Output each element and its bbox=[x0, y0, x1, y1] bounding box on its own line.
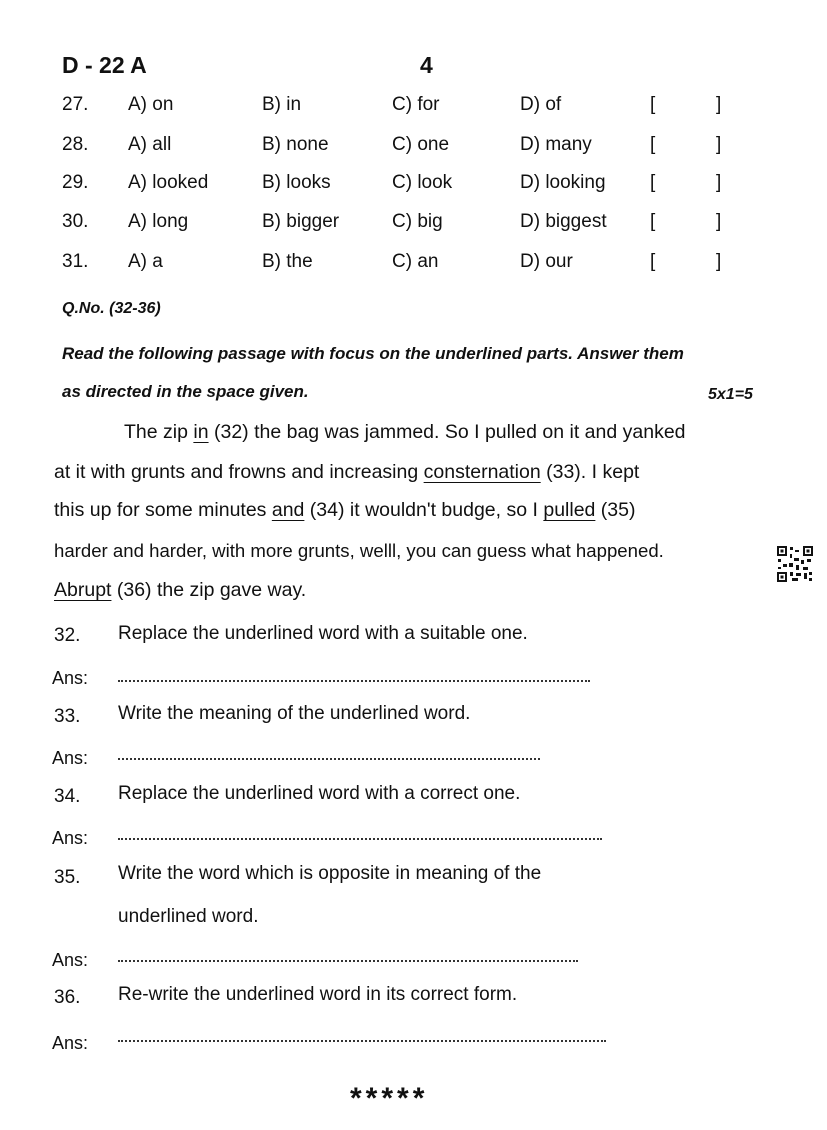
passage-text: (36) the zip gave way. bbox=[111, 579, 307, 601]
question-text: Re-write the underlined word in its correct form. bbox=[118, 984, 518, 1005]
option-a: A) on bbox=[128, 94, 174, 115]
answer-bracket-open: [ bbox=[650, 251, 656, 272]
option-d: D) our bbox=[520, 251, 573, 272]
page-number: 4 bbox=[420, 52, 433, 78]
passage-text: (35) bbox=[595, 499, 636, 521]
answer-bracket-close: ] bbox=[716, 94, 722, 115]
underlined-word: pulled bbox=[543, 499, 596, 521]
underlined-word: consternation bbox=[423, 461, 541, 483]
question-text: Replace the underlined word with a suitable one. bbox=[118, 623, 528, 644]
question-text: Write the meaning of the underlined word. bbox=[118, 703, 471, 724]
option-c: C) for bbox=[392, 94, 440, 115]
answer-line[interactable] bbox=[118, 676, 590, 682]
option-b: B) bigger bbox=[262, 211, 340, 232]
answer-line[interactable] bbox=[118, 834, 602, 840]
option-b: B) looks bbox=[262, 172, 331, 193]
option-c: C) look bbox=[392, 172, 453, 193]
answer-bracket-close: ] bbox=[716, 134, 722, 155]
answer-bracket-close: ] bbox=[716, 211, 722, 232]
answer-bracket-open: [ bbox=[650, 134, 656, 155]
question-number: 31. bbox=[62, 251, 89, 272]
passage-line: harder and harder, with more grunts, welll, you can guess what happened. bbox=[54, 540, 664, 561]
passage-text: (32) the bag was jammed. So I pulled on it and yanked bbox=[208, 421, 686, 443]
passage-text: (34) it wouldn't budge, so I bbox=[304, 499, 544, 521]
mcq-row bbox=[0, 251, 827, 281]
question-text: Write the word which is opposite in meaning of the bbox=[118, 863, 542, 884]
option-a: A) long bbox=[128, 211, 189, 232]
answer-label: Ans: bbox=[52, 950, 89, 970]
answer-line[interactable] bbox=[118, 956, 578, 962]
answer-line[interactable] bbox=[118, 754, 540, 760]
option-b: B) none bbox=[262, 134, 329, 155]
passage-text: at it with grunts and frowns and increasing bbox=[54, 461, 424, 483]
question-number: 32. bbox=[54, 625, 81, 646]
answer-line[interactable] bbox=[118, 1036, 606, 1042]
underlined-word: Abrupt bbox=[54, 579, 112, 601]
question-number: 34. bbox=[54, 786, 81, 807]
option-d: D) looking bbox=[520, 172, 606, 193]
question-text: Replace the underlined word with a correct one. bbox=[118, 783, 521, 804]
end-stars: ***** bbox=[350, 1082, 429, 1115]
option-c: C) one bbox=[392, 134, 450, 155]
answer-bracket-open: [ bbox=[650, 211, 656, 232]
answer-label: Ans: bbox=[52, 748, 89, 768]
answer-label: Ans: bbox=[52, 1033, 89, 1053]
option-b: B) the bbox=[262, 251, 313, 272]
underlined-word: in bbox=[193, 421, 209, 443]
passage-text: (33). I kept bbox=[540, 461, 640, 483]
question-number: 35. bbox=[54, 867, 81, 888]
passage-line bbox=[124, 420, 686, 444]
option-c: C) big bbox=[392, 211, 443, 232]
instruction-line-2: as directed in the space given. bbox=[62, 382, 309, 401]
mcq-row bbox=[0, 211, 827, 241]
passage-text: The zip bbox=[124, 421, 194, 443]
option-a: A) all bbox=[128, 134, 172, 155]
paper-code: D - 22 A bbox=[62, 52, 147, 78]
marks-allotted: 5x1=5 bbox=[708, 386, 753, 403]
mcq-row bbox=[0, 134, 827, 164]
option-a: A) looked bbox=[128, 172, 209, 193]
option-d: D) of bbox=[520, 94, 562, 115]
option-b: B) in bbox=[262, 94, 302, 115]
answer-bracket-open: [ bbox=[650, 172, 656, 193]
mcq-row bbox=[0, 172, 827, 202]
option-d: D) biggest bbox=[520, 211, 607, 232]
answer-label: Ans: bbox=[52, 668, 89, 688]
section-qno: Q.No. (32-36) bbox=[62, 300, 161, 317]
option-c: C) an bbox=[392, 251, 439, 272]
question-number: 27. bbox=[62, 94, 89, 115]
passage-line bbox=[54, 578, 306, 602]
passage-text: this up for some minutes bbox=[54, 499, 272, 521]
underlined-word: and bbox=[271, 499, 305, 521]
answer-label: Ans: bbox=[52, 828, 89, 848]
answer-bracket-close: ] bbox=[716, 172, 722, 193]
question-number: 30. bbox=[62, 211, 89, 232]
option-d: D) many bbox=[520, 134, 592, 155]
qr-code-icon bbox=[776, 545, 814, 583]
passage-line bbox=[54, 460, 639, 484]
answer-bracket-open: [ bbox=[650, 94, 656, 115]
question-number: 36. bbox=[54, 987, 81, 1008]
mcq-row bbox=[0, 94, 827, 124]
passage-line bbox=[54, 498, 636, 522]
question-number: 33. bbox=[54, 706, 81, 727]
question-number: 29. bbox=[62, 172, 89, 193]
answer-bracket-close: ] bbox=[716, 251, 722, 272]
question-number: 28. bbox=[62, 134, 89, 155]
question-text-continued: underlined word. bbox=[118, 906, 259, 927]
instruction-line-1: Read the following passage with focus on the underlined parts. Answer them bbox=[62, 344, 684, 363]
option-a: A) a bbox=[128, 251, 163, 272]
